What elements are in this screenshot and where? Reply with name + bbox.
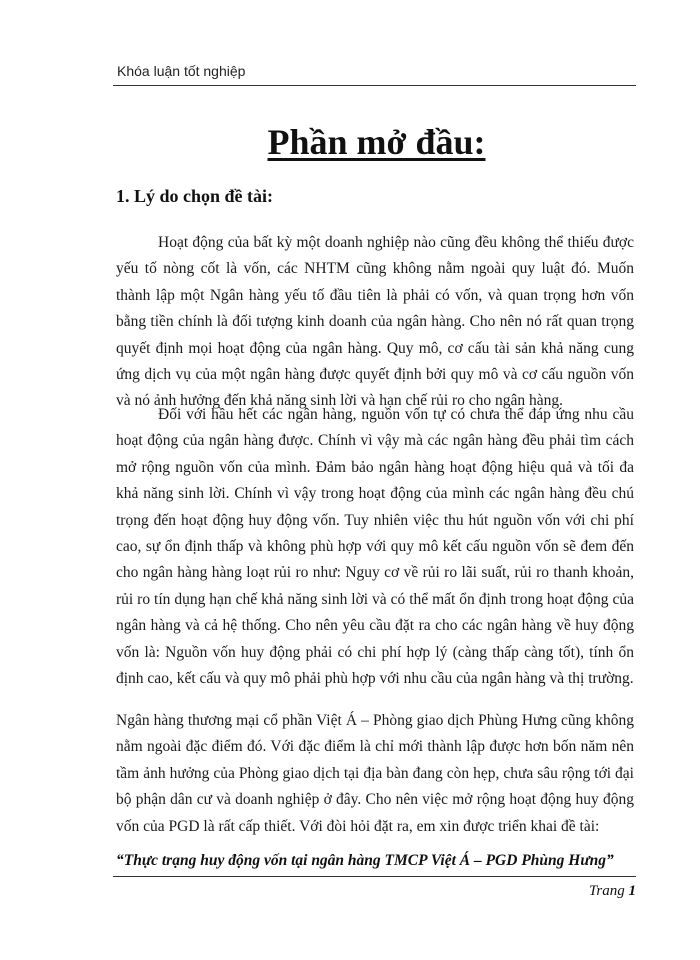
page-title: Phần mở đầu: bbox=[267, 122, 486, 162]
page-label: Trang bbox=[588, 883, 625, 899]
section-heading: 1. Lý do chọn đề tài: bbox=[116, 186, 274, 206]
paragraph-1: Hoạt động của bất kỳ một doanh nghiệp nào cũng đều không thể thiếu được yếu tố nòng cốt là vốn, các NHTM cũng không nằm ngoài quy luật đó. Muốn thành lập một Ngân hàng yếu tố đầu tiên là phải có vốn, và quan trọng hơn vốn bằng tiền chính là đối tượng kinh doanh của ngân hàng. Cho nên nó rất quan trọng quyết định mọi hoạt động của ngân hàng. Quy mô, cơ cấu tài sản khả năng cung ứng dịch vụ của một ngân hàng được quyết định bởi quy mô và cơ cấu nguồn vốn và nó ảnh hưởng đến khả năng sinh lời và hạn chế rủi ro cho ngân hàng. bbox=[116, 234, 634, 410]
running-header: Khóa luận tốt nghiệp bbox=[117, 63, 246, 79]
thesis-title-quote: “Thực trạng huy động vốn tại ngân hàng TMCP Việt Á – PGD Phùng Hưng” bbox=[116, 852, 614, 869]
header-divider bbox=[113, 85, 636, 86]
footer-divider bbox=[113, 876, 636, 877]
page-number-value: 1 bbox=[628, 883, 636, 899]
paragraph-3: Ngân hàng thương mại cổ phần Việt Á – Phòng giao dịch Phùng Hưng cũng không nằm ngoài đặc điểm đó. Với đặc điểm là chỉ mới thành lập được hơn bốn năm nên tầm ảnh hưởng của Phòng giao dịch tại địa bàn đang còn hẹp, chưa sâu rộng tới đại bộ phận dân cư và doanh nghiệp ở đây. Cho nên việc mở rộng hoạt động huy động vốn của PGD là rất cấp thiết. Với đòi hỏi đặt ra, em xin được triển khai đề tài: bbox=[116, 712, 634, 835]
page-number bbox=[589, 883, 636, 900]
paragraph-2: Đối với hầu hết các ngân hàng, nguồn vốn tự có chưa thể đáp ứng nhu cầu hoạt động của ngân hàng được. Chính vì vậy mà các ngân hàng đều phải tìm cách mở rộng nguồn vốn của mình. Đảm bảo ngân hàng hoạt động hiệu quả và tối đa khả năng sinh lời. Chính vì vậy trong hoạt động của mình các ngân hàng đều chú trọng đến hoạt động huy động vốn. Tuy nhiên việc thu hút nguồn vốn với chi phí cao, sự ổn định thấp và không phù hợp với quy mô kết cấu nguồn vốn sẽ đem đến cho ngân hàng hàng loạt rủi ro như: Nguy cơ về rủi ro lãi suất, rủi ro thanh khoản, rủi ro tín dụng hạn chế khả năng sinh lời và có thể mất ổn định trong hoạt động của ngân hàng và cả hệ thống. Cho nên yêu cầu đặt ra cho các ngân hàng về huy động vốn là: Nguồn vốn huy động phải có chi phí hợp lý (càng thấp càng tốt), tính ổn định cao, kết cấu và quy mô phải phù hợp với nhu cầu của ngân hàng và thị trường. bbox=[116, 406, 634, 688]
